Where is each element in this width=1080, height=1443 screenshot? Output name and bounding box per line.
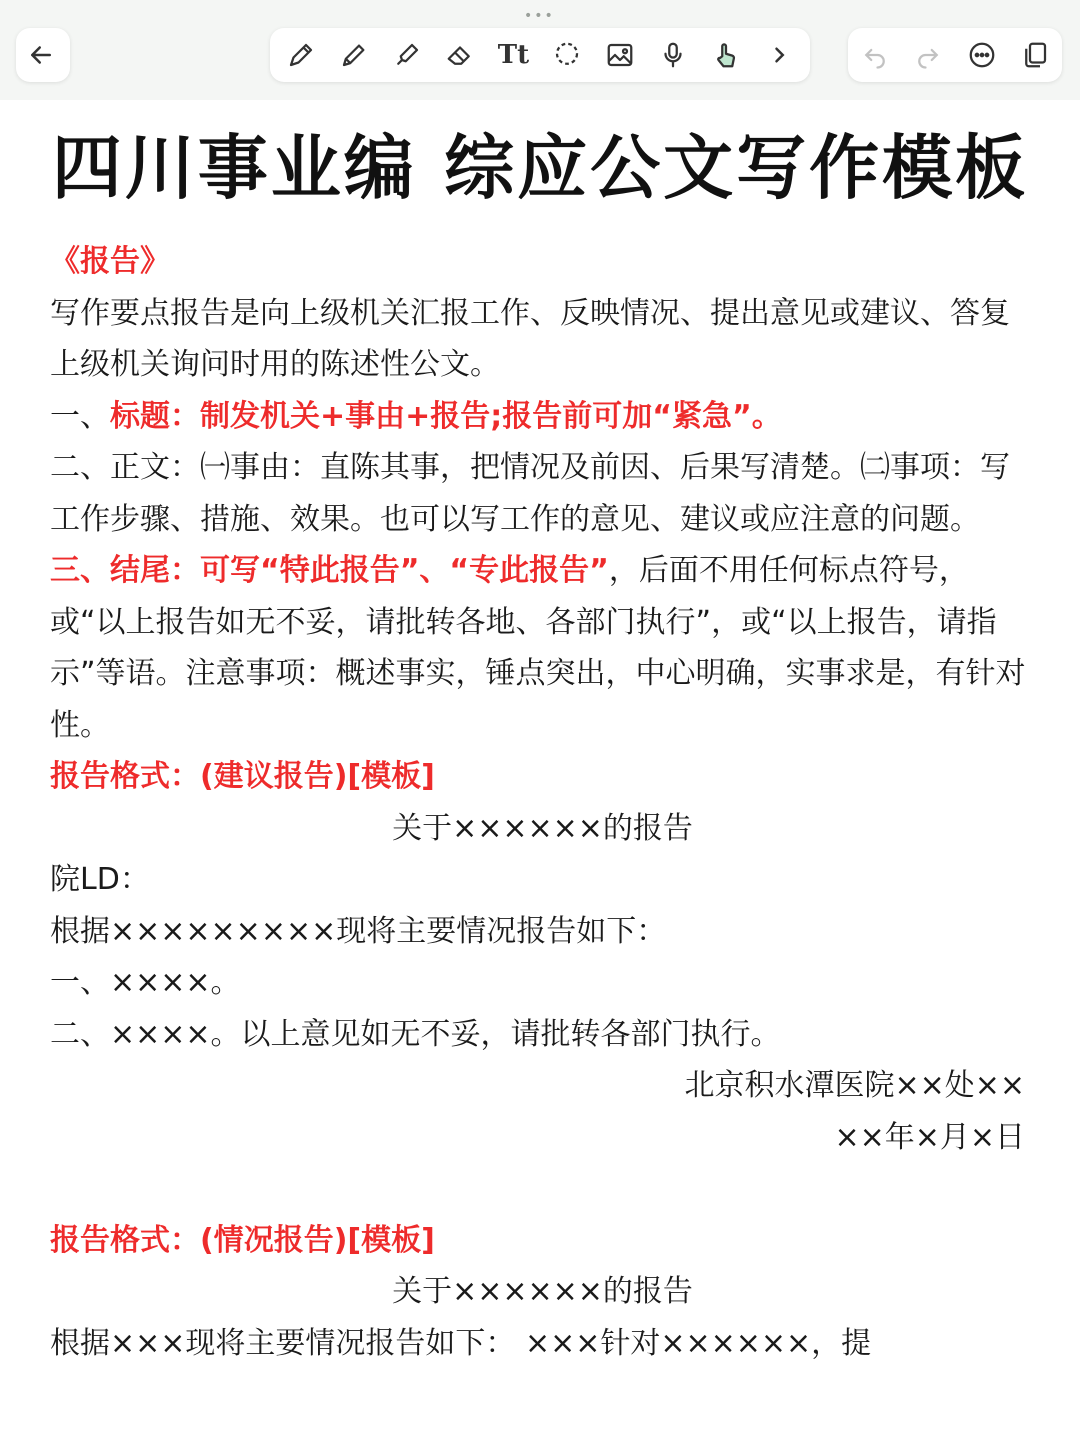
- pen-icon[interactable]: [276, 30, 326, 80]
- template2-heading: 报告格式：(情况报告)[模板]: [50, 1222, 435, 1258]
- back-arrow-icon[interactable]: [16, 30, 66, 80]
- note-body: [50, 236, 1035, 1369]
- template1-line2: 一、××××。: [50, 965, 241, 1000]
- template2-line1: 根据×××现将主要情况报告如下： ×××针对××××××，提: [50, 1325, 872, 1361]
- pencil-icon[interactable]: [329, 30, 379, 80]
- point-3-title: 三、结尾：可写“特此报告”、“专此报告”: [50, 553, 609, 588]
- report-heading: 《报告》: [50, 244, 170, 279]
- template1-line3: 二、××××。以上意见如无不妥，请批转各部门执行。: [50, 1016, 781, 1052]
- back-button-container: [16, 28, 70, 82]
- drag-handle-icon[interactable]: •••: [524, 8, 555, 24]
- undo-icon[interactable]: [850, 30, 900, 80]
- template1-line1: 根据×××××××××现将主要情况报告如下：: [50, 913, 667, 949]
- toolbar: [0, 0, 1080, 100]
- report-point-1: [50, 391, 1035, 443]
- page-actions: [848, 28, 1062, 82]
- point-1-title: 标题：制发机关+事由+报告;报告前可加“紧急”。: [110, 398, 782, 434]
- template1-date: ××年×月×日: [834, 1119, 1025, 1155]
- more-icon[interactable]: [957, 30, 1007, 80]
- hand-pointer-icon[interactable]: [701, 30, 751, 80]
- report-intro: 写作要点报告是向上级机关汇报工作、反映情况、提出意见或建议、答复上级机关询问时用的陈述性公文。: [50, 295, 1010, 382]
- drawing-tools: [270, 28, 810, 82]
- redo-icon[interactable]: [903, 30, 953, 80]
- template1-heading: 报告格式：(建议报告)[模板]: [50, 759, 435, 794]
- microphone-icon[interactable]: [648, 30, 698, 80]
- chevron-right-icon[interactable]: [754, 30, 804, 80]
- template1-salutation: 院LD：: [50, 862, 150, 897]
- template1-title: 关于××××××的报告: [392, 810, 693, 846]
- pages-icon[interactable]: [1010, 30, 1060, 80]
- template1-signature: 北京积水潭医院××处××: [684, 1068, 1025, 1103]
- spacer: [50, 1163, 1035, 1215]
- template2-title: 关于××××××的报告: [392, 1274, 693, 1309]
- page-title: 四川事业编 综应公文写作模板: [51, 127, 1029, 209]
- lasso-icon[interactable]: [542, 30, 592, 80]
- point-1-number: 一、: [50, 398, 110, 434]
- report-point-2: 二、正文：㈠事由：直陈其事，把情况及前因、后果写清楚。㈡事项：写工作步骤、措施、效果。也可以写工作的意见、建议或应注意的问题。: [50, 450, 1010, 537]
- text-icon[interactable]: Tt: [497, 40, 530, 70]
- image-icon[interactable]: [595, 30, 645, 80]
- highlighter-icon[interactable]: [382, 30, 432, 80]
- report-point-3: [50, 545, 1035, 751]
- point-3-text: ，后面不用任何标点符号，或“以上报告如无不妥，请批转各地、各部门执行”，或“以上报告，请指示”等语。注意事项：概述事实，锤点突出，中心明确，实事求是，有针对性。: [50, 553, 1026, 743]
- eraser-icon[interactable]: [435, 30, 485, 80]
